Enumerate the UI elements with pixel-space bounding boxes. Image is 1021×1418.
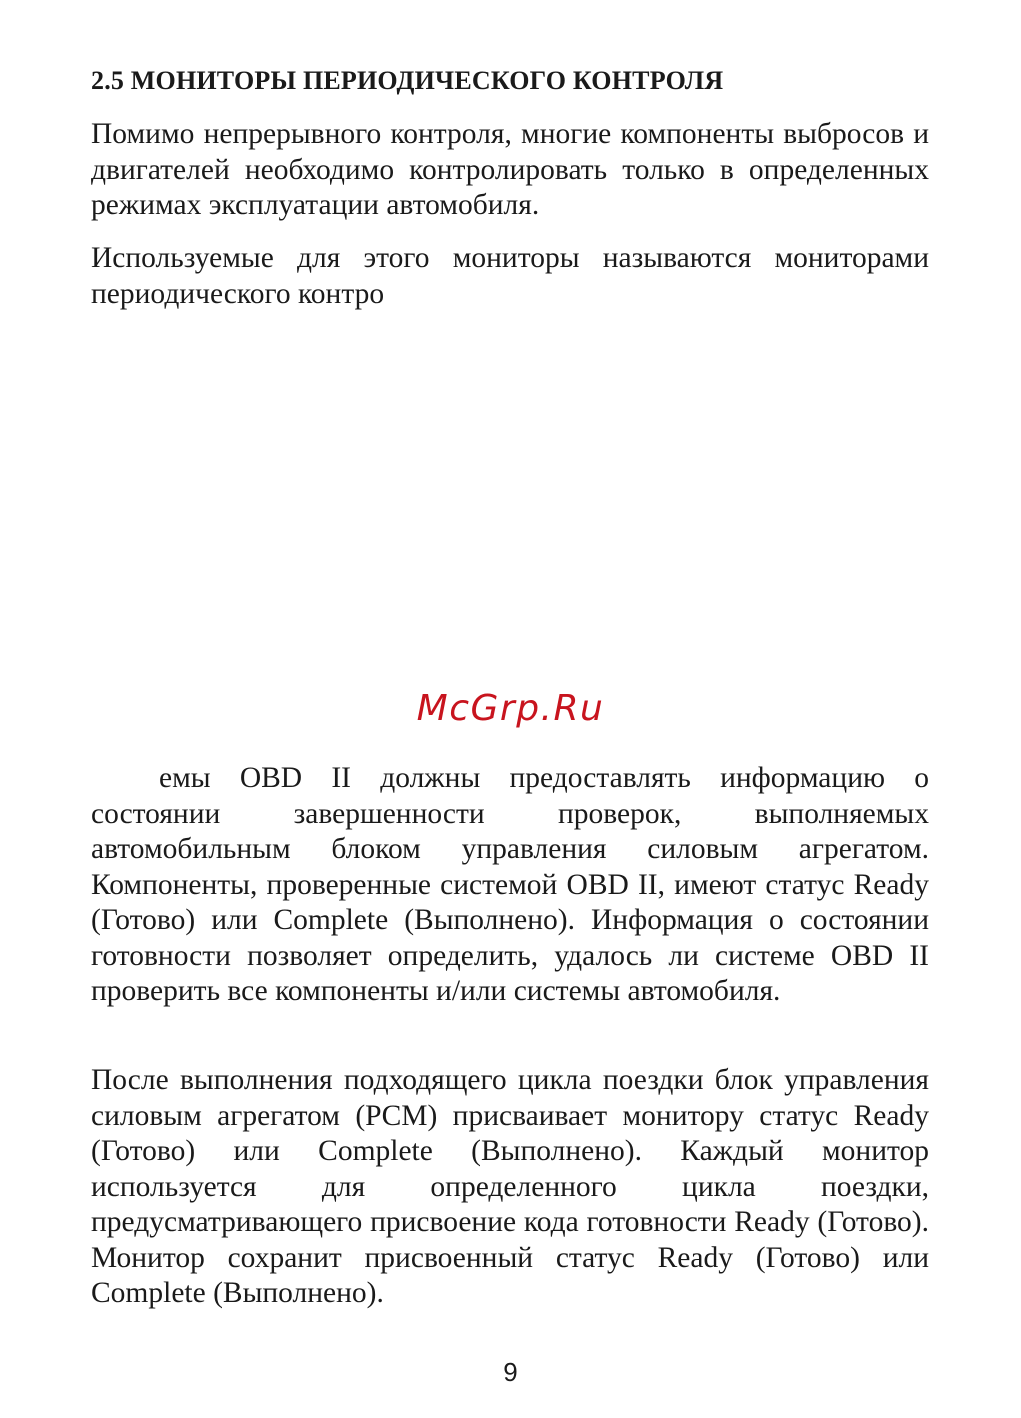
page-number: 9 [503,1357,518,1387]
paragraph-monitors: Используемые для этого мониторы называются мониторами периодического контро [91,242,929,310]
paragraph-drive-cycle: После выполнения подходящего цикла поездки блок управления силовым агрегатом (PCM) присваивает монитору статус Ready (Готово) или Complete (Выполнено). Каждый монитор используется для определенного цикла поездки, предусматривающего присвоение кода готовности Ready (Готово). Монитор сохранит присвоенный статус Ready (Готово) или Complete (Выполнено). [91,1064,929,1309]
watermark-text: McGrp.Ru [416,688,605,729]
paragraph-intro: Помимо непрерывного контроля, многие компоненты выбросов и двигателей необходимо контролировать только в определенных режимах эксплуатации автомобиля. [91,118,929,221]
paragraph-readiness: емы OBD II должны предоставлять информацию о состоянии завершенности проверок, выполняемых автомобильным блоком управления силовым агрегатом. Компоненты, проверенные системой OBD II, имеют статус Ready (Готово) или Complete (Выполнено). Информация о состоянии готовности позволяет определить, удалось ли системе OBD II проверить все компоненты и/или системы автомобиля. [91,762,929,1007]
section-heading: 2.5 МОНИТОРЫ ПЕРИОДИЧЕСКОГО КОНТРОЛЯ [91,66,724,95]
